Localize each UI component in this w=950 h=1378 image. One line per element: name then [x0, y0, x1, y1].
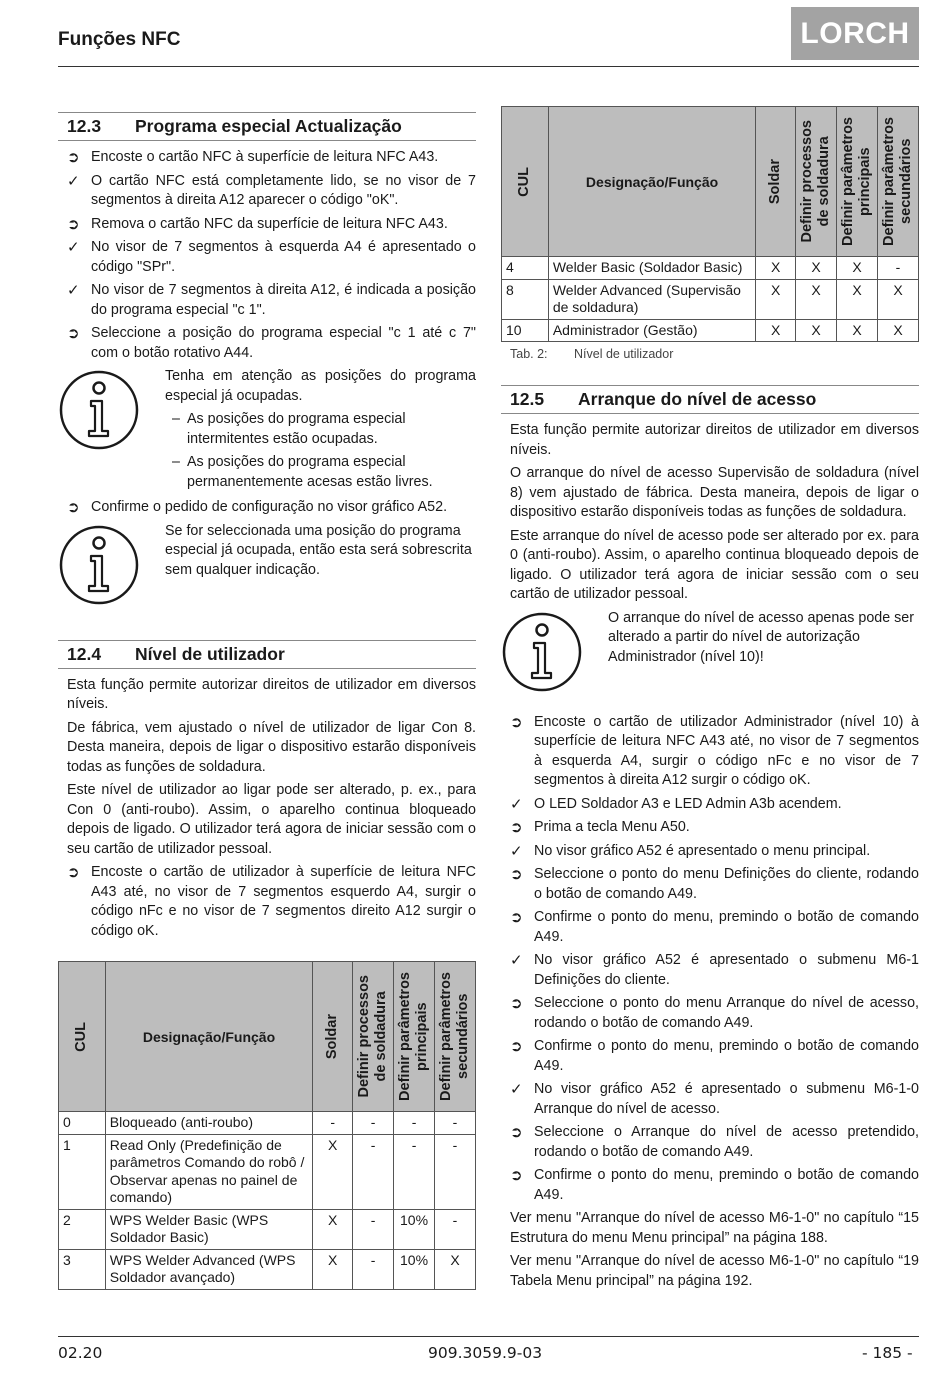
info-icon — [501, 609, 608, 693]
instruction-step: ➲ Encoste o cartão de utilizador à superfície de leitura NFC A43 até, no visor de 7 segmentos esquerdo A4, surgir o código nFc e no visor de 7 segmentos direito A12 surgir o código oK. — [67, 863, 476, 941]
lorch-logo: LORCH — [791, 7, 919, 60]
result-step: ✓ No visor gráfico A52 é apresentado o menu principal. — [510, 842, 871, 860]
instruction-step: ➲ Prima a tecla Menu A50. — [510, 819, 690, 836]
arrow-icon: ➲ — [67, 499, 80, 516]
result-step: ✓ No visor gráfico A52 é apresentado o submenu M6-1-0 Arranque do nível de acesso. — [510, 1080, 919, 1119]
section-number: 12.5 — [510, 389, 545, 409]
header-soldar: Soldar — [756, 107, 796, 257]
instruction-step: ➲ Seleccione o Arranque do nível de acesso pretendido, rodando o botão de comando A49. — [510, 1123, 919, 1162]
arrow-icon: ➲ — [67, 325, 80, 342]
table-row: 2 WPS Welder Basic (WPS Soldador Basic) X - 10% - — [59, 1209, 476, 1249]
section-heading-12-3 — [58, 112, 476, 141]
info-icon — [58, 522, 165, 606]
paragraph: Esta função permite autorizar direitos de utilizador em diversos níveis. — [67, 676, 476, 712]
arrow-icon: ➲ — [67, 864, 80, 881]
section-title: Arranque do nível de acesso — [578, 389, 817, 409]
instruction-step: ➲ Seleccione a posição do programa especial "c 1 até c 7" com o botão rotativo A44. — [67, 324, 476, 363]
instruction-step: ➲ Confirme o pedido de configuração no visor gráfico A52. — [67, 499, 448, 516]
right-column — [501, 106, 919, 1295]
arrow-icon: ➲ — [510, 995, 523, 1012]
info-note: O arranque do nível de acesso apenas pode ser alterado a partir do nível de autorização Administrador (nível 10)! — [501, 609, 919, 693]
info-note: Se for seleccionada uma posição do programa especial já ocupada, então esta será sobrescrita sem qualquer indicação. — [58, 522, 476, 606]
check-icon: ✓ — [510, 842, 523, 860]
result-step: ✓ O cartão NFC está completamente lido, se no visor de 7 segmentos à direita A12 aparecer o código "oK". — [67, 172, 476, 211]
section-number: 12.3 — [67, 116, 102, 136]
cross-reference: Ver menu "Arranque do nível de acesso M6-1-0" no capítulo “19 Tabela Menu principal” na página 192. — [510, 1253, 919, 1289]
table-row: 1 Read Only (Predefinição de parâmetros Comando do robô / Observar apenas no painel de comando) X - - - — [59, 1134, 476, 1209]
info-icon — [58, 367, 165, 492]
footer-date: 02.20 — [58, 1344, 103, 1362]
user-level-table-1 — [58, 961, 476, 1290]
table-row: 10 Administrador (Gestão) X X X X — [502, 319, 919, 342]
instruction-step: ➲ Confirme o ponto do menu, premindo o botão de comando A49. — [510, 1166, 919, 1205]
user-level-table-2 — [501, 106, 919, 342]
instruction-step: ➲ Confirme o ponto do menu, premindo o botão de comando A49. — [510, 1037, 919, 1076]
header-soldar: Soldar — [313, 962, 353, 1112]
header-processes: Definir processos de soldadura — [796, 107, 837, 257]
arrow-icon: ➲ — [510, 1167, 523, 1184]
arrow-icon: ➲ — [510, 866, 523, 883]
header-designation: Designação/Função — [105, 962, 312, 1112]
arrow-icon: ➲ — [510, 713, 523, 731]
header-cul: CUL — [59, 962, 106, 1112]
check-icon: ✓ — [510, 1081, 523, 1098]
result-step: ✓ No visor gráfico A52 é apresentado o submenu M6-1 Definições do cliente. — [510, 951, 919, 990]
check-icon: ✓ — [510, 795, 523, 813]
check-icon: ✓ — [67, 282, 80, 299]
header-secondary-params: Definir parâmetros secundários — [878, 107, 919, 257]
section-heading-12-5 — [501, 385, 919, 414]
arrow-icon: ➲ — [510, 1124, 523, 1141]
section-title: Nível de utilizador — [135, 643, 285, 664]
footer-page-number: - 185 - — [862, 1344, 913, 1362]
table-row: 3 WPS Welder Advanced (WPS Soldador avançado) X - 10% X — [59, 1249, 476, 1289]
instruction-step: ➲ Seleccione o ponto do menu Arranque do nível de acesso, rodando o botão de comando A49. — [510, 994, 919, 1033]
arrow-icon: ➲ — [510, 819, 523, 836]
footer-document-number: 909.3059.9-03 — [428, 1344, 543, 1362]
table-caption: Tab. 2: Nível de utilizador — [510, 347, 674, 361]
check-icon: ✓ — [67, 239, 80, 256]
table-row: 4 Welder Basic (Soldador Basic) X X X - — [502, 257, 919, 280]
instruction-step: ➲ Encoste o cartão de utilizador Administrador (nível 10) à superfície de leitura NFC A43 até, no visor de 7 segmentos à esquerda A4, surgir o código nFc e no visor de 7 segmentos à direita A12 surgir o código oK. — [510, 713, 919, 791]
paragraph: De fábrica, vem ajustado o nível de utilizador de ligar Con 8. Desta maneira, depois de ligar o dispositivo estarão disponíveis todas as funções de soldadura. — [67, 719, 476, 775]
header-processes: Definir processos de soldadura — [353, 962, 394, 1112]
paragraph: Este nível de utilizador ao ligar pode ser alterado, p. ex., para Con 0 (anti-roubo). Assim, o aparelho continua bloqueado depois de ligado. O utilizador terá agora de iniciar sessão com o seu cartão de utilizador pessoal. — [67, 782, 476, 857]
instruction-step: ➲ Confirme o ponto do menu, premindo o botão de comando A49. — [510, 908, 919, 947]
arrow-icon: ➲ — [67, 215, 80, 233]
footer-rule — [58, 1336, 919, 1337]
instruction-step: ➲ Remova o cartão NFC da superfície de leitura NFC A43. — [67, 215, 448, 233]
header-cul: CUL — [502, 107, 549, 257]
header-main-params: Definir parâmetros principais — [394, 962, 435, 1112]
cross-reference: Ver menu "Arranque do nível de acesso M6-1-0" no capítulo “15 Estrutura do menu Menu principal” na página 188. — [510, 1210, 919, 1246]
table-row: 8 Welder Advanced (Supervisão de soldadura) X X X X — [502, 279, 919, 319]
instruction-step: ➲ Encoste o cartão NFC à superfície de leitura NFC A43. — [67, 149, 439, 166]
result-step: ✓ No visor de 7 segmentos à esquerda A4 é apresentado o código "SPr". — [67, 238, 476, 277]
paragraph: Este arranque do nível de acesso pode ser alterado por ex. para 0 (anti-roubo). Assim, o aparelho continua bloqueado depois de ligado. O utilizador terá agora de iniciar sessão com o seu cartão de utilizador pessoal. — [510, 527, 919, 602]
section-title: Programa especial Actualização — [135, 116, 402, 136]
check-icon: ✓ — [510, 952, 523, 969]
check-icon: ✓ — [67, 172, 80, 190]
header-main-params: Definir parâmetros principais — [837, 107, 878, 257]
instruction-step: ➲ Seleccione o ponto do menu Definições do cliente, rodando o botão de comando A49. — [510, 865, 919, 904]
page-header-title: Funções NFC — [58, 29, 181, 50]
left-column — [58, 112, 476, 1290]
section-heading-12-4 — [58, 640, 476, 669]
arrow-icon: ➲ — [510, 1038, 523, 1055]
arrow-icon: ➲ — [67, 149, 80, 166]
section-number: 12.4 — [67, 643, 102, 664]
header-designation: Designação/Função — [548, 107, 755, 257]
result-step: ✓ No visor de 7 segmentos à direita A12, é indicada a posição do programa especial "c 1". — [67, 281, 476, 320]
header-rule — [58, 66, 919, 67]
result-step: ✓ O LED Soldador A3 e LED Admin A3b acendem. — [510, 795, 842, 813]
paragraph: Esta função permite autorizar direitos de utilizador em diversos níveis. — [510, 422, 919, 458]
header-secondary-params: Definir parâmetros secundários — [435, 962, 476, 1112]
arrow-icon: ➲ — [510, 909, 523, 926]
paragraph: O arranque do nível de acesso Supervisão de soldadura (nível 8) vem ajustado de fábrica. Desta maneira, depois de ligar o dispositivo estarão disponíveis todas as funções de soldadura. — [510, 465, 919, 520]
table-row: 0 Bloqueado (anti-roubo) - - - - — [59, 1112, 476, 1135]
info-note: Tenha em atenção as posições do programa especial já ocupadas. – As posições do programa especial intermitentes estão ocupadas. – As posições do programa especial permanentemente acesas estão livres. — [58, 367, 476, 492]
